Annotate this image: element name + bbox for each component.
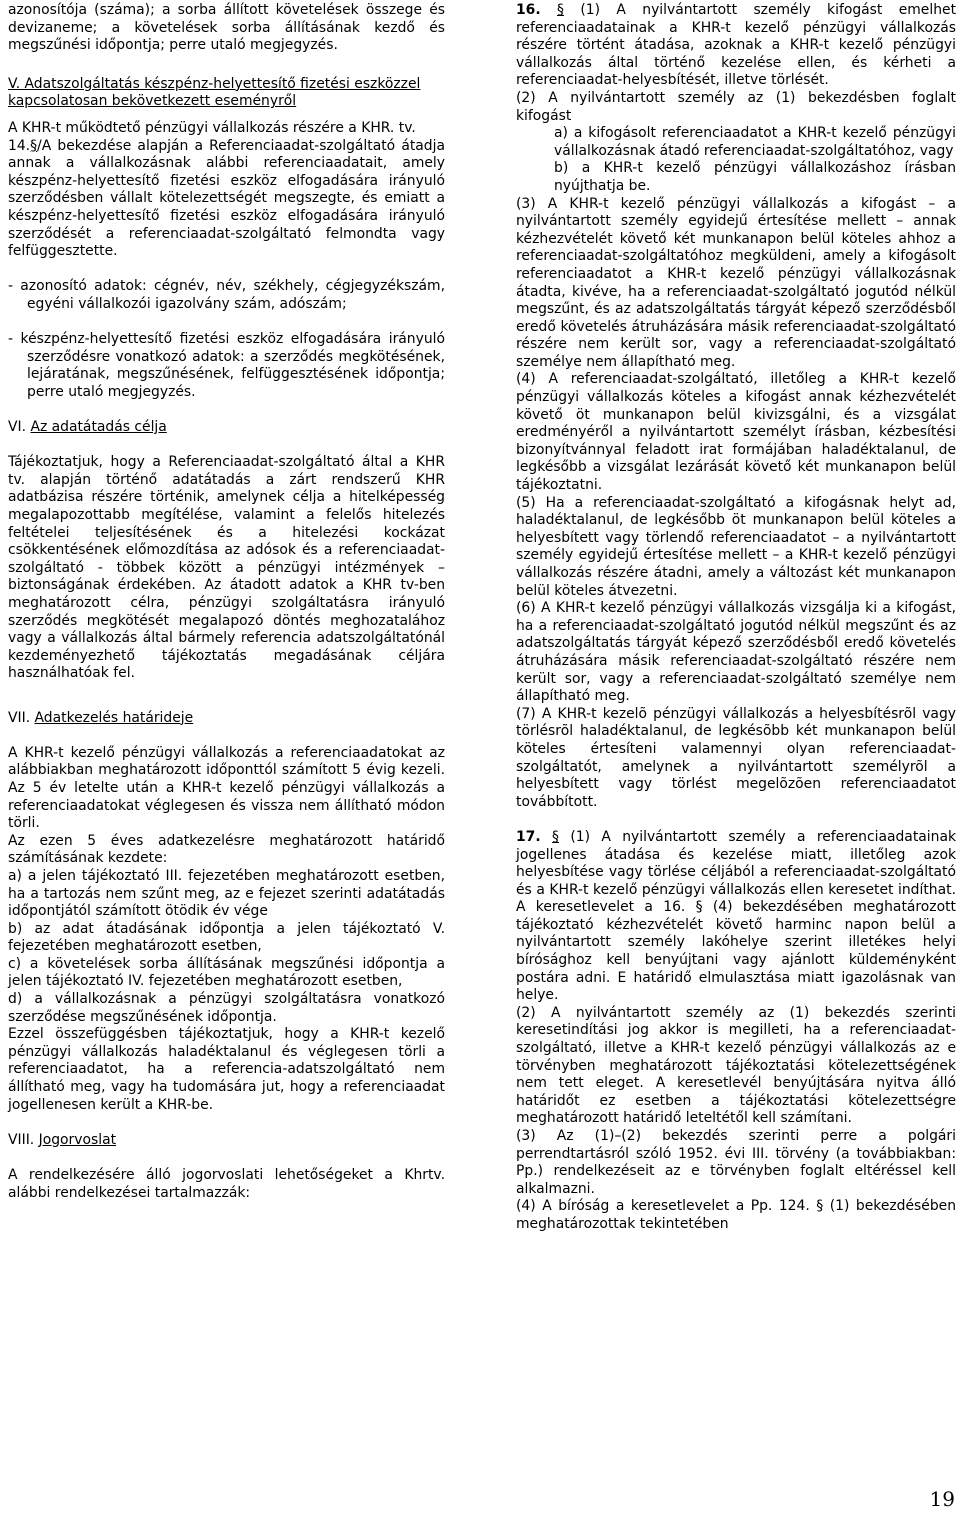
section-7-paragraph-2: Az ezen 5 éves adatkezelésre meghatározott határidő számításának kezdete: xyxy=(8,832,445,867)
paragraph-16-item-4: (4) A referenciaadat-szolgáltató, illetőleg a KHR-t kezelő pénzügyi vállalkozás köteles a kifogást annak kézhezvételét követő öt munkanapon belül kivizsgálni, és a vizsgálat eredményéről a nyilvántartott személyt írásban, kézbesítési bizonyítvánnyal feladott irat formájában haladéktalanul, de legkésőbb a vizsgálat lezárását követő két munkanapon belül tájékoztatni. xyxy=(516,371,956,494)
paragraph-17-item-3: (3) Az (1)–(2) bekezdés szerinti perre a polgári perrendtartásról szóló 1952. évi III. törvény (a továbbiakban: Pp.) rendelkezéseit az e törvényben foglalt eltéréssel kell alkalmazni. xyxy=(516,1128,956,1197)
list-item-contract-data: - készpénz-helyettesítő fizetési eszköz elfogadására irányuló szerződésre vonatkozó adatok: a szerződés megkötésének, lejáratának, megszűnésének, felfüggesztésének időpontja; perre utaló megjegyzés. xyxy=(8,331,445,400)
section-5-lead: A KHR-t működtető pénzügyi vállalkozás részére a KHR. tv. xyxy=(8,119,416,136)
section-7-item-b: b) az adat átadásának időpontja a jelen tájékoztató V. fejezetében meghatározott esetben, xyxy=(8,920,445,955)
list-item-identifiers: - azonosító adatok: cégnév, név, székhely, cégjegyzékszám, egyéni vállalkozói igazolvány szám, adószám; xyxy=(8,278,445,312)
paragraph-16-item-2a: a) a kifogásolt referenciaadatot a KHR-t kezelő pénzügyi vállalkozásnak átadó referenciaadat-szolgáltatóhoz, vagy xyxy=(554,125,956,159)
section-8-heading: VIII. Jogorvoslat xyxy=(8,1131,117,1148)
page-number: 19 xyxy=(929,1487,955,1511)
paragraph-17-item-4: (4) A bíróság a keresetlevelet a Pp. 124. § (1) bekezdésében meghatározottak tekintetében xyxy=(516,1198,956,1232)
paragraph-16-item-2: (2) A nyilvántartott személy az (1) bekezdésben foglalt kifogást xyxy=(516,89,956,124)
section-7-heading: VII. Adatkezelés határideje xyxy=(8,709,194,726)
paragraph-17-item-2: (2) A nyilvántartott személy az (1) bekezdés szerinti keresetindítási jog akkor is megilleti, ha a referenciaadat-szolgáltató, illetve a KHR-t kezelő pénzügyi vállalkozás az e törvényben meghatározott tájékoztatási kötelezettségének nem tett eleget. A keresetlevél benyújtására nyitva álló határidőt ez esetben a tájékoztatási kötelezettségre meghatározott határidő leteltétől kell számítani. xyxy=(516,1004,956,1127)
section-5-heading: V. Adatszolgáltatás készpénz-helyettesítő fizetési eszközzel kapcsolatosan bekövetkezett eseményről xyxy=(8,75,421,110)
section-7-item-c: c) a követelések sorba állításának megszűnési időpontja a jelen tájékoztató IV. fejezetében meghatározott esetben, xyxy=(8,955,445,990)
section-7-item-d: d) a vállalkozásnak a pénzügyi szolgáltatásra vonatkozó szerződése megszűnésének időpontja. xyxy=(8,991,445,1025)
paragraph-16-item-2b: b) a KHR-t kezelő pénzügyi vállalkozáshoz írásban nyújthatja be. xyxy=(554,160,956,194)
section-7-item-a: a) a jelen tájékoztató III. fejezetében meghatározott esetben, ha a tartozás nem szűnt meg, az e fejezet szerinti adatátadás időpontjától számított ötödik év vége xyxy=(8,867,445,920)
left-column xyxy=(8,2,445,1202)
intro-paragraph: azonosítója (száma); a sorba állított követelések összege és devizaneme; a követelések sorba állításának kezdő és megszűnési időpontja; perre utaló megjegyzés. xyxy=(8,2,445,54)
section-5-text: 14.§/A bekezdése alapján a Referenciaadat-szolgáltató átadja annak a vállalkozásnak alábbi referenciaadatait, amely készpénz-helyettesítő fizetési eszköz elfogadására irányuló szerződésben vállalt kötelezettségét megszegte, és emiatt a készpénz-helyettesítő fizetési eszköz elfogadására irányuló szerződését a referenciaadat-szolgáltató felmondta vagy felfüggesztette. xyxy=(8,137,445,260)
right-column xyxy=(516,2,956,1234)
paragraph-16-item-6: (6) A KHR-t kezelő pénzügyi vállalkozás vizsgálja ki a kifogást, ha a referenciaadat-szolgáltató jogutód nélkül megszűnt és az adatszolgáltatás tárgyát képező szerződésből eredő követelés átruházására másik referenciaadat-szolgáltató részére nem került sor, vagy a referenciaadat-szolgáltató személye nem állapítható meg. xyxy=(516,600,956,705)
paragraph-16-item-1: 16. § (1) A nyilvántartott személy kifogást emelhet referenciaadatainak a KHR-t kezelő pénzügyi vállalkozás részére történt átadása, azoknak a KHR-t kezelő pénzügyi vállalkozás által történő kezelése ellen, és kérheti a referenciaadat-helyesbítését, illetve törlését. xyxy=(516,2,957,89)
section-8-text: A rendelkezésére álló jogorvoslati lehetőségeket a Khrtv. alábbi rendelkezései tartalmazzák: xyxy=(8,1167,445,1201)
paragraph-16-item-5: (5) Ha a referenciaadat-szolgáltató a kifogásnak helyt ad, haladéktalanul, de legkésőbb öt munkanapon belül köteles a helyesbített vagy törlendő referenciaadatot – a nyilvántartott személy egyidejű értesítése mellett – a KHR-t kezelő pénzügyi vállalkozás részére átadni, amely a változást két munkanapon belül köteles átvezetni. xyxy=(516,494,956,599)
paragraph-16-item-3: (3) A KHR-t kezelő pénzügyi vállalkozás a kifogást – a nyilvántartott személy egyidejű értesítése mellett – annak kézhezvételét követő két munkanapon belül köteles ahhoz a referenciaadat-szolgáltatóhoz megküldeni, amely a kifogásolt referenciaadatot a KHR-t kezelő pénzügyi vállalkozásnak átadta, kivéve, ha a referenciaadat-szolgáltató jogutód nélkül megszűnt, és az adatszolgáltatás tárgyát képező szerződésből eredő követelés átruházására másik referenciaadat-szolgáltató részére nem került sor, vagy a referenciaadat-szolgáltató személye nem állapítható meg. xyxy=(516,195,956,370)
section-6-text: Tájékoztatjuk, hogy a Referenciaadat-szolgáltató által a KHR tv. alapján történő adatátadás a zárt rendszerű KHR adatbázisa részére történik, amelynek célja a hitelképesség megalapozottabb megítélése, valamint a felelős hitelezés feltételei teljesítésének és a hitelezési kockázat csökkentésének előmozdítása az adósok és a referenciaadat-szolgáltató - többek között a pénzügyi intézmények – biztonságának érdekében. Az átadott adatok a KHR tv-ben meghatározott célra, pénzügyi szolgáltatásra irányuló szerződés megkötését megalapozó döntés meghozatalához vagy a vállalkozás által bármely referencia adatszolgáltatónál kezdeményezhető tájékoztatás megadásának céljára használhatóak fel. xyxy=(8,454,445,682)
section-6-heading: VI. Az adatátadás célja xyxy=(8,419,167,436)
paragraph-16-item-7: (7) A KHR-t kezelõ pénzügyi vállalkozás a helyesbítésrõl vagy törlésrõl haladéktalanul, de legkésõbb két munkanapon belül köteles értesíteni valamennyi olyan referenciaadat-szolgáltatót, amelynek a nyilvántartott személyrõl a helyesbített vagy törlést megelõzõen referenciaadatot továbbított. xyxy=(516,705,956,810)
paragraph-17-item-1: 17. § (1) A nyilvántartott személy a referenciaadatainak jogellenes átadása és kezelése miatt, illetőleg azok helyesbítése vagy törlése céljából a referenciaadat-szolgáltató és a KHR-t kezelő pénzügyi vállalkozás ellen keresetet indíthat. A keresetlevelet a 16. § (4) bekezdésében meghatározott tájékoztató kézhezvételét követő harminc napon belül a nyilvántartott személy lakóhelye szerint illetékes helyi bírósághoz kell benyújtani vagy ajánlott küldeményként postára adni. E határidő elmulasztása miatt igazolásnak van helye. xyxy=(516,828,956,1004)
section-7-paragraph-3: Ezzel összefüggésben tájékoztatjuk, hogy a KHR-t kezelő pénzügyi vállalkozás haladéktalanul és véglegesen törli a referenciaadatot, ha a referencia-adatszolgáltató nem állítható meg, vagy ha tudomására jut, hogy a referenciaadat jogellenesen került a KHR-be. xyxy=(8,1026,445,1113)
section-7-paragraph-1: A KHR-t kezelő pénzügyi vállalkozás a referenciaadatokat az alábbiakban meghatározott időponttól számított 5 évig kezeli. Az 5 év letelte után a KHR-t kezelő pénzügyi vállalkozás a referenciaadatokat véglegesen és vissza nem állítható módon törli. xyxy=(8,744,445,832)
